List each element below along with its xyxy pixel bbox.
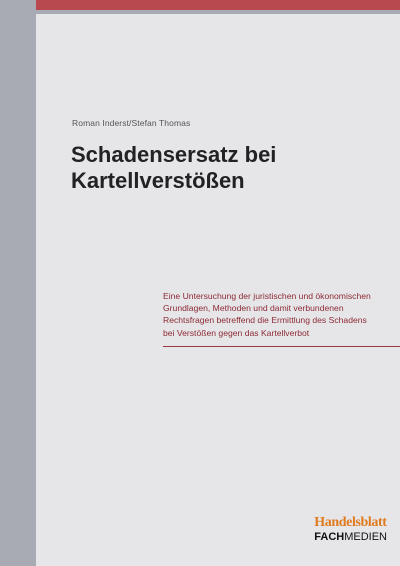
book-subtitle [163,290,395,339]
subtitle-line-2: Grundlagen, Methoden und damit verbundenen [163,303,344,314]
publisher-brand: Handelsblatt [314,515,387,530]
publisher-imprint [314,532,387,543]
subtitle-divider [163,346,400,347]
subtitle-line-1: Eine Untersuchung der juristischen und ökonomischen [163,291,371,301]
book-title [71,142,391,194]
author-line: Roman Inderst/Stefan Thomas [72,118,191,128]
title-line-1: Schadensersatz bei [71,142,277,167]
subtitle-line-3: Rechtsfragen betreffend die Ermittlung des Schadens [163,315,367,326]
accent-bar [36,0,400,10]
subtitle-line-4: bei Verstößen gegen das Kartellverbot [163,327,310,338]
publisher-logo [314,516,387,543]
imprint-bold: FACH [314,531,345,543]
top-strip [0,0,400,10]
imprint-regular: MEDIEN [344,531,387,543]
title-line-2: Kartellverstößen [71,168,245,193]
